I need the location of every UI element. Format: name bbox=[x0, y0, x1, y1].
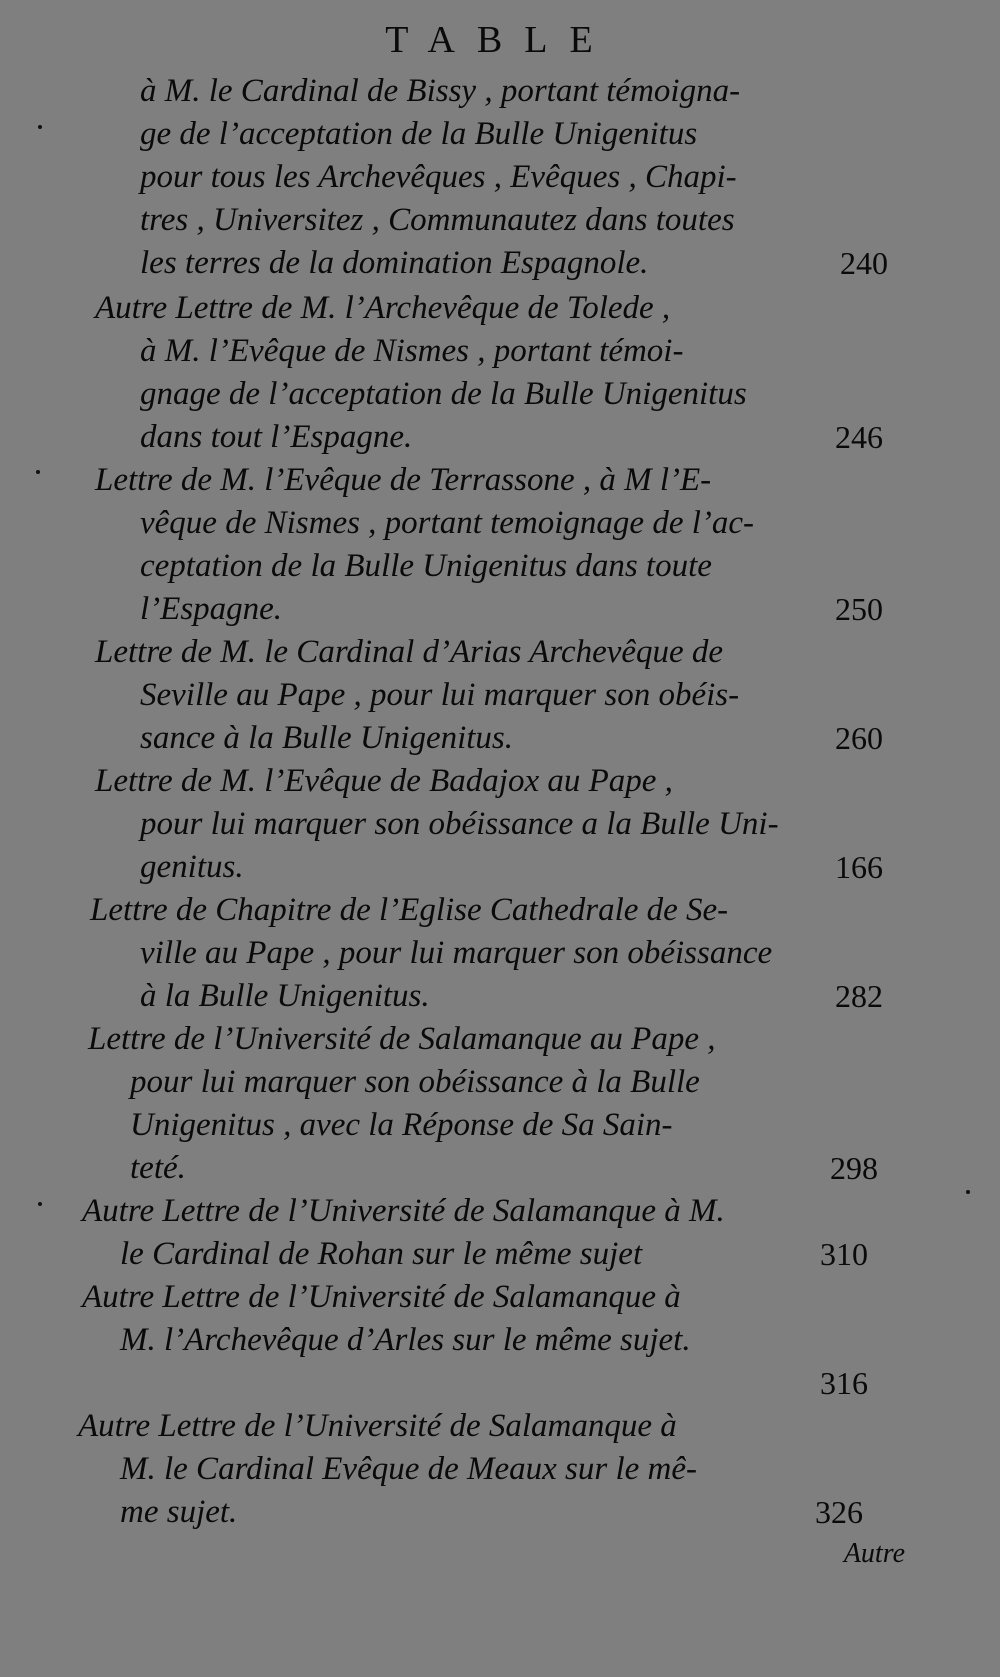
entry-line: tres , Universitez , Communautez dans toutes bbox=[140, 202, 735, 238]
entry-line: Lettre de M. l’Evêque de Badajox au Pape , bbox=[95, 763, 673, 799]
entry-line: Lettre de M. l’Evêque de Terrassone , à M l’E- bbox=[95, 462, 712, 498]
ink-speck bbox=[38, 125, 42, 129]
page-number: 316 bbox=[820, 1365, 868, 1401]
entry-line: M. l’Archevêque d’Arles sur le même sujet. bbox=[120, 1322, 691, 1358]
entry-line: Unigenitus , avec la Réponse de Sa Sain- bbox=[130, 1107, 673, 1143]
page-number: 260 bbox=[835, 720, 883, 756]
entry-line: ville au Pape , pour lui marquer son obéissance bbox=[140, 935, 773, 971]
entry-line: M. le Cardinal Evêque de Meaux sur le mê- bbox=[120, 1451, 698, 1487]
entry-line: Autre Lettre de l’Université de Salamanque à M. bbox=[82, 1193, 725, 1229]
entry-line: ceptation de la Bulle Unigenitus dans toute bbox=[140, 548, 712, 584]
entry-line: Lettre de Chapitre de l’Eglise Cathedrale de Se- bbox=[90, 892, 729, 928]
entry-line: ge de l’acceptation de la Bulle Unigenitus bbox=[140, 116, 698, 152]
page-number: 250 bbox=[835, 591, 883, 627]
entry-line: Autre Lettre de l’Université de Salamanque à bbox=[82, 1279, 681, 1315]
entry-line: à la Bulle Unigenitus. bbox=[140, 978, 430, 1014]
entry-line: pour lui marquer son obéissance a la Bulle Uni- bbox=[140, 806, 779, 842]
entry-line: pour tous les Archevêques , Evêques , Chapi- bbox=[140, 159, 737, 195]
page-number: 282 bbox=[835, 978, 883, 1014]
entry-line: teté. bbox=[130, 1150, 186, 1186]
entry-line: à M. le Cardinal de Bissy , portant témoigna- bbox=[140, 73, 741, 109]
ink-speck bbox=[966, 1190, 970, 1194]
page-title: TABLE bbox=[385, 19, 615, 61]
entry-line: Seville au Pape , pour lui marquer son obéis- bbox=[140, 677, 740, 713]
page-number: 310 bbox=[820, 1236, 868, 1272]
catchword: Autre bbox=[843, 1538, 905, 1569]
entry-line: Autre Lettre de M. l’Archevêque de Tolede , bbox=[95, 290, 671, 326]
page-number: 326 bbox=[815, 1494, 863, 1530]
entry-line: pour lui marquer son obéissance à la Bulle bbox=[130, 1064, 700, 1100]
entry-line: sance à la Bulle Unigenitus. bbox=[140, 720, 514, 756]
page-number: 240 bbox=[840, 245, 888, 281]
ink-speck bbox=[36, 470, 40, 474]
entry-line: Lettre de l’Université de Salamanque au Pape , bbox=[88, 1021, 716, 1057]
entry-line: me sujet. bbox=[120, 1494, 238, 1530]
entry-line: dans tout l’Espagne. bbox=[140, 419, 413, 455]
entry-line: vêque de Nismes , portant temoignage de l’ac- bbox=[140, 505, 755, 541]
page-number: 166 bbox=[835, 849, 883, 885]
entry-line: les terres de la domination Espagnole. bbox=[140, 245, 649, 281]
page-number: 246 bbox=[835, 419, 883, 455]
page-number: 298 bbox=[830, 1150, 878, 1186]
entry-line: genitus. bbox=[140, 849, 244, 885]
entry-line: Autre Lettre de l’Université de Salamanque à bbox=[78, 1408, 677, 1444]
entry-line: le Cardinal de Rohan sur le même sujet bbox=[120, 1236, 643, 1272]
ink-speck bbox=[38, 1202, 42, 1206]
entry-line: à M. l’Evêque de Nismes , portant témoi- bbox=[140, 333, 684, 369]
entry-line: gnage de l’acceptation de la Bulle Unigenitus bbox=[140, 376, 747, 412]
entry-line: l’Espagne. bbox=[140, 591, 283, 627]
entry-line: Lettre de M. le Cardinal d’Arias Archevêque de bbox=[95, 634, 724, 670]
